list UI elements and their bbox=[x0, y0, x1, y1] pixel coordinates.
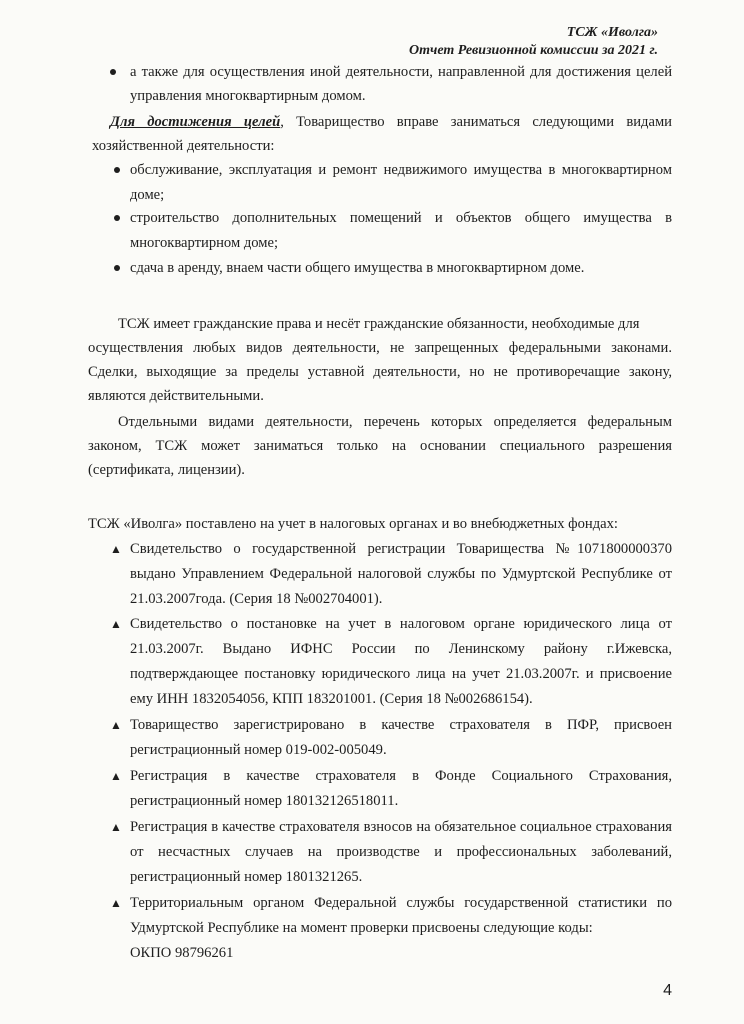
activity-line: многоквартирном доме; bbox=[130, 235, 279, 251]
registration-line: Регистрация в качестве страхователя взносов на обязательное социальное страхования bbox=[130, 819, 672, 835]
goals-bullet-line: а также для осуществления иной деятельности, направленной для достижения целей bbox=[130, 64, 672, 80]
registration-line: регистрационный номер 180132126518011. bbox=[130, 793, 399, 809]
licensing-line: Отдельными видами деятельности, перечень которых определяется федеральным bbox=[118, 414, 672, 430]
rights-line: Сделки, выходящие за пределы уставной деятельности, но не противоречащие закону, bbox=[88, 364, 672, 380]
triangle-bullet-icon: ▲ bbox=[110, 718, 122, 732]
bullet-dot bbox=[114, 265, 120, 271]
registration-line: подтверждающее постановку юридического лица на учет 21.03.2007г. и присвоение bbox=[130, 666, 672, 682]
triangle-bullet-icon: ▲ bbox=[110, 617, 122, 631]
rights-line: осуществления любых видов деятельности, не запрещенных федеральными законами. bbox=[88, 340, 672, 356]
bullet-dot bbox=[114, 167, 120, 173]
goals-paragraph-line bbox=[110, 113, 672, 131]
registration-line: Свидетельство о государственной регистрации Товарищества №1071800000370 bbox=[130, 541, 672, 557]
registration-line: Территориальным органом Федеральной службы государственной статистики по bbox=[130, 895, 672, 911]
rights-line: ТСЖ имеет гражданские права и несёт гражданские обязанности, необходимые для bbox=[118, 316, 640, 332]
registration-line: 21.03.2007года. (Серия 18 №002704001). bbox=[130, 591, 383, 607]
activity-line: доме; bbox=[130, 187, 165, 203]
registration-line: Товарищество зарегистрировано в качестве страхователя в ПФР, присвоен bbox=[130, 717, 672, 733]
page-number: 4 bbox=[663, 982, 672, 999]
registration-line: 21.03.2007г. Выдано ИФНС России по Ленинскому району г.Ижевска, bbox=[130, 641, 672, 657]
goals-paragraph-line: хозяйственной деятельности: bbox=[92, 138, 275, 154]
activity-line: строительство дополнительных помещений и объектов общего имущества в bbox=[130, 210, 672, 226]
bullet-dot bbox=[114, 215, 120, 221]
triangle-bullet-icon: ▲ bbox=[110, 769, 122, 783]
activity-line: обслуживание, эксплуатация и ремонт недвижимого имущества в многоквартирном bbox=[130, 162, 672, 178]
licensing-line: законом, ТСЖ может заниматься только на основании специального разрешения bbox=[88, 438, 672, 454]
triangle-bullet-icon: ▲ bbox=[110, 542, 122, 556]
registration-line: регистрационный номер 1801321265. bbox=[130, 869, 363, 885]
triangle-bullet-icon: ▲ bbox=[110, 820, 122, 834]
goals-rest: , Товарищество вправе заниматься следующими видами bbox=[280, 114, 672, 130]
goals-lead: Для достижения целей bbox=[110, 114, 281, 130]
rights-line: являются действительными. bbox=[88, 388, 264, 404]
activity-line: сдача в аренду, внаем части общего имущества в многоквартирном доме. bbox=[130, 260, 585, 276]
triangle-bullet-icon: ▲ bbox=[110, 896, 122, 910]
registration-line: Регистрация в качестве страхователя в Фонде Социального Страхования, bbox=[130, 768, 672, 784]
registration-line: Удмуртской Республике на момент проверки присвоены следующие коды: bbox=[130, 920, 593, 936]
registration-line: от несчастных случаев на производстве и профессиональных заболеваний, bbox=[130, 844, 672, 860]
registration-line: Свидетельство о постановке на учет в налоговом органе юридического лица от bbox=[130, 616, 672, 632]
registration-line: выдано Управлением Федеральной налоговой службы по Удмуртской Республике от bbox=[130, 566, 672, 582]
registration-line: регистрационный номер 019-002-005049. bbox=[130, 742, 387, 758]
header-report-title: Отчет Ревизионной комиссии за 2021 г. bbox=[409, 43, 658, 58]
registration-line: ему ИНН 1832054056, КПП 183201001. (Серия 18 №002686154). bbox=[130, 691, 533, 707]
goals-bullet-line: управления многоквартирным домом. bbox=[130, 88, 366, 104]
header-org: ТСЖ «Иволга» bbox=[566, 25, 658, 40]
bullet-dot bbox=[110, 69, 116, 75]
registration-line: ОКПО 98796261 bbox=[130, 945, 234, 961]
licensing-line: (сертификата, лицензии). bbox=[88, 462, 245, 478]
registration-intro: ТСЖ «Иволга» поставлено на учет в налоговых органах и во внебюджетных фондах: bbox=[88, 516, 618, 532]
